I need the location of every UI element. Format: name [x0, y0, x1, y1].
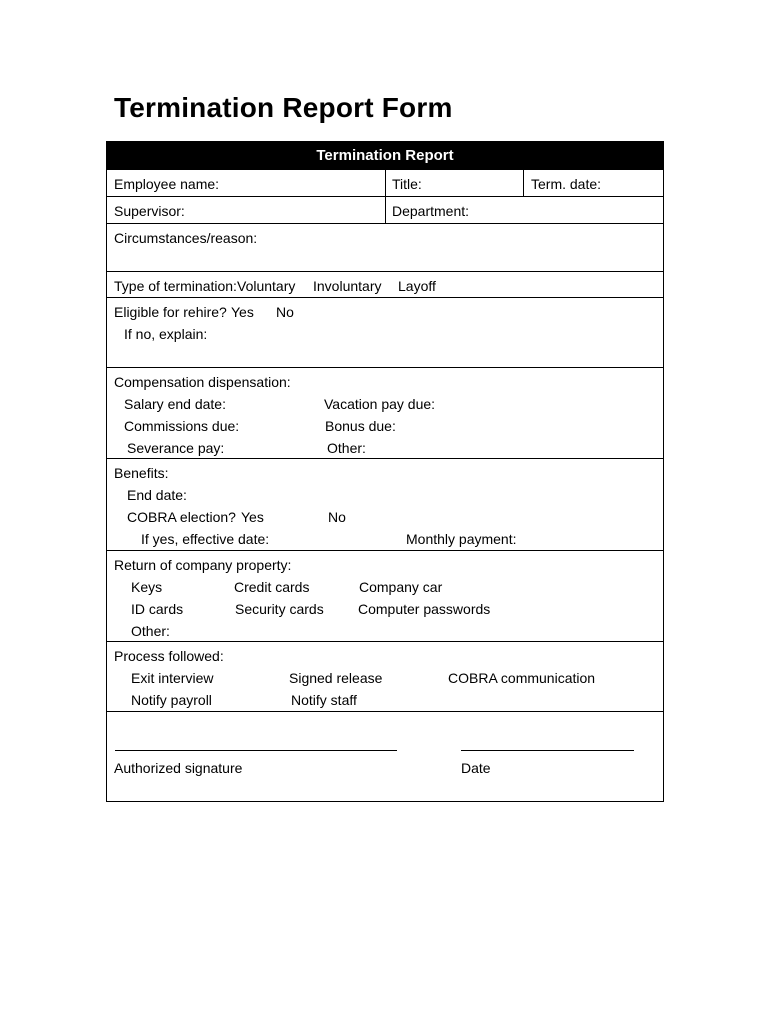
signature-line[interactable]	[115, 750, 397, 751]
property-row	[107, 551, 663, 642]
vacation-pay-field[interactable]: Vacation pay due:	[324, 396, 436, 412]
cobra-election-label: COBRA election?	[127, 509, 236, 525]
option-involuntary[interactable]: Involuntary	[313, 278, 382, 294]
compensation-row	[107, 368, 663, 459]
bonus-field[interactable]: Bonus due:	[325, 418, 396, 434]
process-exit-interview[interactable]: Exit interview	[131, 670, 214, 686]
option-layoff[interactable]: Layoff	[398, 278, 436, 294]
benefits-end-date-field[interactable]: End date:	[127, 487, 187, 503]
cobra-no[interactable]: No	[328, 509, 346, 525]
commissions-field[interactable]: Commissions due:	[124, 418, 240, 434]
process-signed-release[interactable]: Signed release	[289, 670, 383, 686]
property-security-cards[interactable]: Security cards	[235, 601, 324, 617]
severance-field[interactable]: Severance pay:	[127, 440, 225, 456]
process-cobra-communication[interactable]: COBRA communication	[448, 670, 596, 686]
cobra-yes[interactable]: Yes	[241, 509, 264, 525]
circumstances-row	[107, 224, 663, 272]
process-row	[107, 642, 663, 712]
rehire-no[interactable]: No	[276, 304, 294, 320]
process-notify-staff[interactable]: Notify staff	[291, 692, 357, 708]
form-header: Termination Report	[107, 142, 663, 170]
property-id-cards[interactable]: ID cards	[131, 601, 184, 617]
termination-type-row	[107, 272, 663, 298]
employee-row	[107, 170, 663, 197]
property-computer-passwords[interactable]: Computer passwords	[358, 601, 491, 617]
compensation-other-field[interactable]: Other:	[327, 440, 366, 456]
supervisor-field[interactable]: Supervisor:	[114, 203, 185, 219]
salary-end-field[interactable]: Salary end date:	[124, 396, 226, 412]
process-notify-payroll[interactable]: Notify payroll	[131, 692, 212, 708]
department-field[interactable]: Department:	[392, 203, 470, 219]
employee-name-field[interactable]: Employee name:	[114, 176, 220, 192]
property-credit-cards[interactable]: Credit cards	[234, 579, 310, 595]
date-line[interactable]	[461, 750, 634, 751]
divider	[385, 170, 386, 196]
option-voluntary[interactable]: Voluntary	[237, 278, 296, 294]
rehire-explain-field[interactable]: If no, explain:	[124, 326, 208, 342]
compensation-label: Compensation dispensation:	[114, 374, 291, 390]
rehire-row	[107, 298, 663, 368]
termination-type-label: Type of termination:	[114, 278, 237, 294]
date-label: Date	[461, 760, 491, 776]
authorized-signature-label: Authorized signature	[114, 760, 243, 776]
rehire-label: Eligible for rehire?	[114, 304, 227, 320]
property-company-car[interactable]: Company car	[359, 579, 443, 595]
monthly-payment-field[interactable]: Monthly payment:	[406, 531, 517, 547]
divider	[385, 197, 386, 223]
effective-date-field[interactable]: If yes, effective date:	[141, 531, 270, 547]
page-title: Termination Report Form	[114, 92, 453, 123]
benefits-label: Benefits:	[114, 465, 169, 481]
property-keys[interactable]: Keys	[131, 579, 163, 595]
supervisor-row	[107, 197, 663, 224]
circumstances-field[interactable]: Circumstances/reason:	[114, 230, 258, 246]
divider	[523, 170, 524, 196]
benefits-row	[107, 459, 663, 551]
signature-row	[107, 712, 663, 802]
property-label: Return of company property:	[114, 557, 292, 573]
property-other-field[interactable]: Other:	[131, 623, 170, 639]
process-label: Process followed:	[114, 648, 224, 664]
term-date-field[interactable]: Term. date:	[531, 176, 602, 192]
termination-form	[106, 141, 664, 802]
title-field[interactable]: Title:	[392, 176, 422, 192]
rehire-yes[interactable]: Yes	[231, 304, 254, 320]
